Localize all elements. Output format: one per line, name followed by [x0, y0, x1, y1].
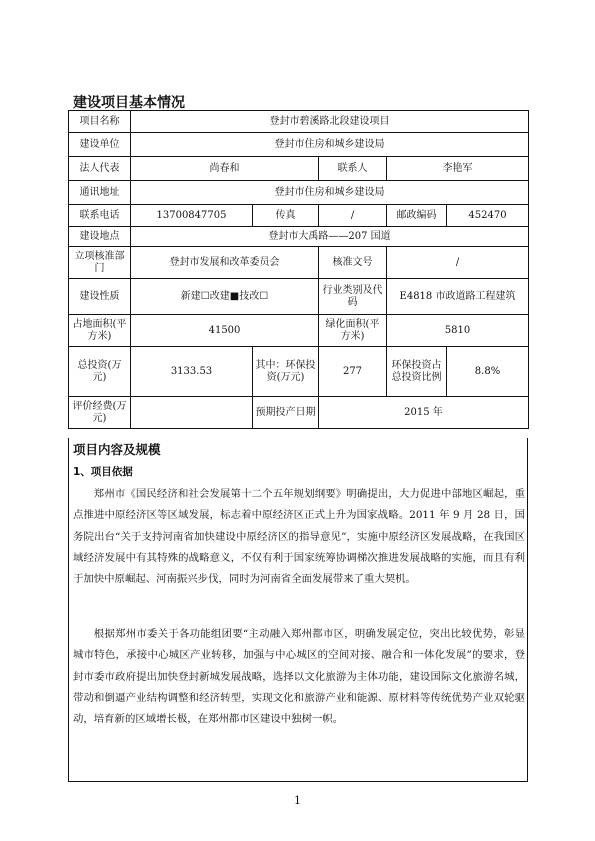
green-area-value: 5810: [387, 315, 529, 347]
legal-rep-value: 尚春和: [131, 157, 319, 181]
legal-rep-label: 法人代表: [69, 157, 131, 181]
review-cost-value: [131, 397, 253, 429]
project-content-section: [68, 438, 528, 782]
approval-doc-value: /: [387, 247, 529, 279]
phone-value: 13700847705: [131, 205, 253, 227]
contact-value: 李艳军: [387, 157, 529, 181]
project-info-table: [68, 110, 529, 429]
nature-label: 建设性质: [69, 279, 131, 315]
table-row: [69, 227, 529, 247]
table-row: [69, 133, 529, 157]
production-date-label: 预期投产日期: [253, 397, 319, 429]
project-name-value: 登封市碧溪路北段建设项目: [131, 111, 529, 133]
investment-value: 3133.53: [131, 347, 253, 397]
table-row: [69, 111, 529, 133]
review-cost-label: 评价经费(万元): [69, 397, 131, 429]
page-number: 1: [294, 794, 301, 807]
fax-label: 传真: [253, 205, 319, 227]
approval-label: 立项核准部 门: [69, 247, 131, 279]
approval-value: 登封市发展和改革委员会: [131, 247, 319, 279]
nature-value: 新建☐改建■技改☐: [131, 279, 319, 315]
builder-value: 登封市住房和城乡建设局: [131, 133, 529, 157]
fax-value: /: [319, 205, 387, 227]
builder-label: 建设单位: [69, 133, 131, 157]
section-title: 项目内容及规模: [73, 442, 161, 457]
table-row: [69, 247, 529, 279]
table-row: [69, 181, 529, 205]
table-row: [69, 315, 529, 347]
area-label: 占地面积(平方米): [69, 315, 131, 347]
industry-label: 行业类别及代码: [319, 279, 387, 315]
paragraph: 根据郑州市委关于各功能组团要“主动融入郑州都市区，明确发展定位，突出比较优势，彰显城市特色，承接中心城区产业转移，加强与中心城区的空间对接、融合和一体化发展”的要求，登封市委市政府提出加快登封新城发展战略，选择以文化旅游为主体功能，建设国际文化旅游名城，带动和倒逼产业结构调整和经济转型，实现文化和旅游产业和能源、原材料等传统优势产业双轮驱动，培育新的区域增长极，在郑州都市区建设中独树一帜。: [73, 628, 525, 726]
table-row: [69, 279, 529, 315]
env-ratio-value: 8.8%: [447, 347, 529, 397]
postcode-label: 邮政编码: [387, 205, 447, 227]
location-label: 建设地点: [69, 227, 131, 247]
env-investment-label: 其中：环保投资(万元): [253, 347, 319, 397]
approval-doc-label: 核准文号: [319, 247, 387, 279]
table-row: [69, 157, 529, 181]
contact-label: 联系人: [319, 157, 387, 181]
paragraph: 郑州市《国民经济和社会发展第十二个五年规划纲要》明确提出，大力促进中部地区崛起，重点推进中原经济区等区域发展，标志着中原经济区正式上升为国家战略。2011 年 9 月 28 日，国务院出台“关于支持河南省加快建设中原经济区的指导意见”，实施中原经济区发展战略，在我国区域经济发展中有其特殊的战略意义，不仅有利于国家统筹协调梯次推进发展战略的实施，而且有利于加快中原崛起、河南振兴步伐，同时为河南省全面发展带来了重大契机。: [73, 488, 525, 586]
production-date-value: 2015 年: [319, 397, 529, 429]
area-value: 41500: [131, 315, 319, 347]
location-value: 登封市大禹路——207 国道: [131, 227, 529, 247]
table-row: [69, 205, 529, 227]
industry-value: E4818 市政道路工程建筑: [387, 279, 529, 315]
section-subtitle: 1、项目依据: [73, 466, 133, 478]
postcode-value: 452470: [447, 205, 529, 227]
page-title: 建设项目基本情况: [73, 95, 185, 111]
table-row: [69, 347, 529, 397]
investment-label: 总投资(万元): [69, 347, 131, 397]
env-investment-value: 277: [319, 347, 387, 397]
project-name-label: 项目名称: [69, 111, 131, 133]
env-ratio-label: 环保投资占总投资比例: [387, 347, 447, 397]
address-value: 登封市住房和城乡建设局: [131, 181, 529, 205]
address-label: 通讯地址: [69, 181, 131, 205]
green-area-label: 绿化面积(平方米): [319, 315, 387, 347]
table-row: [69, 397, 529, 429]
phone-label: 联系电话: [69, 205, 131, 227]
